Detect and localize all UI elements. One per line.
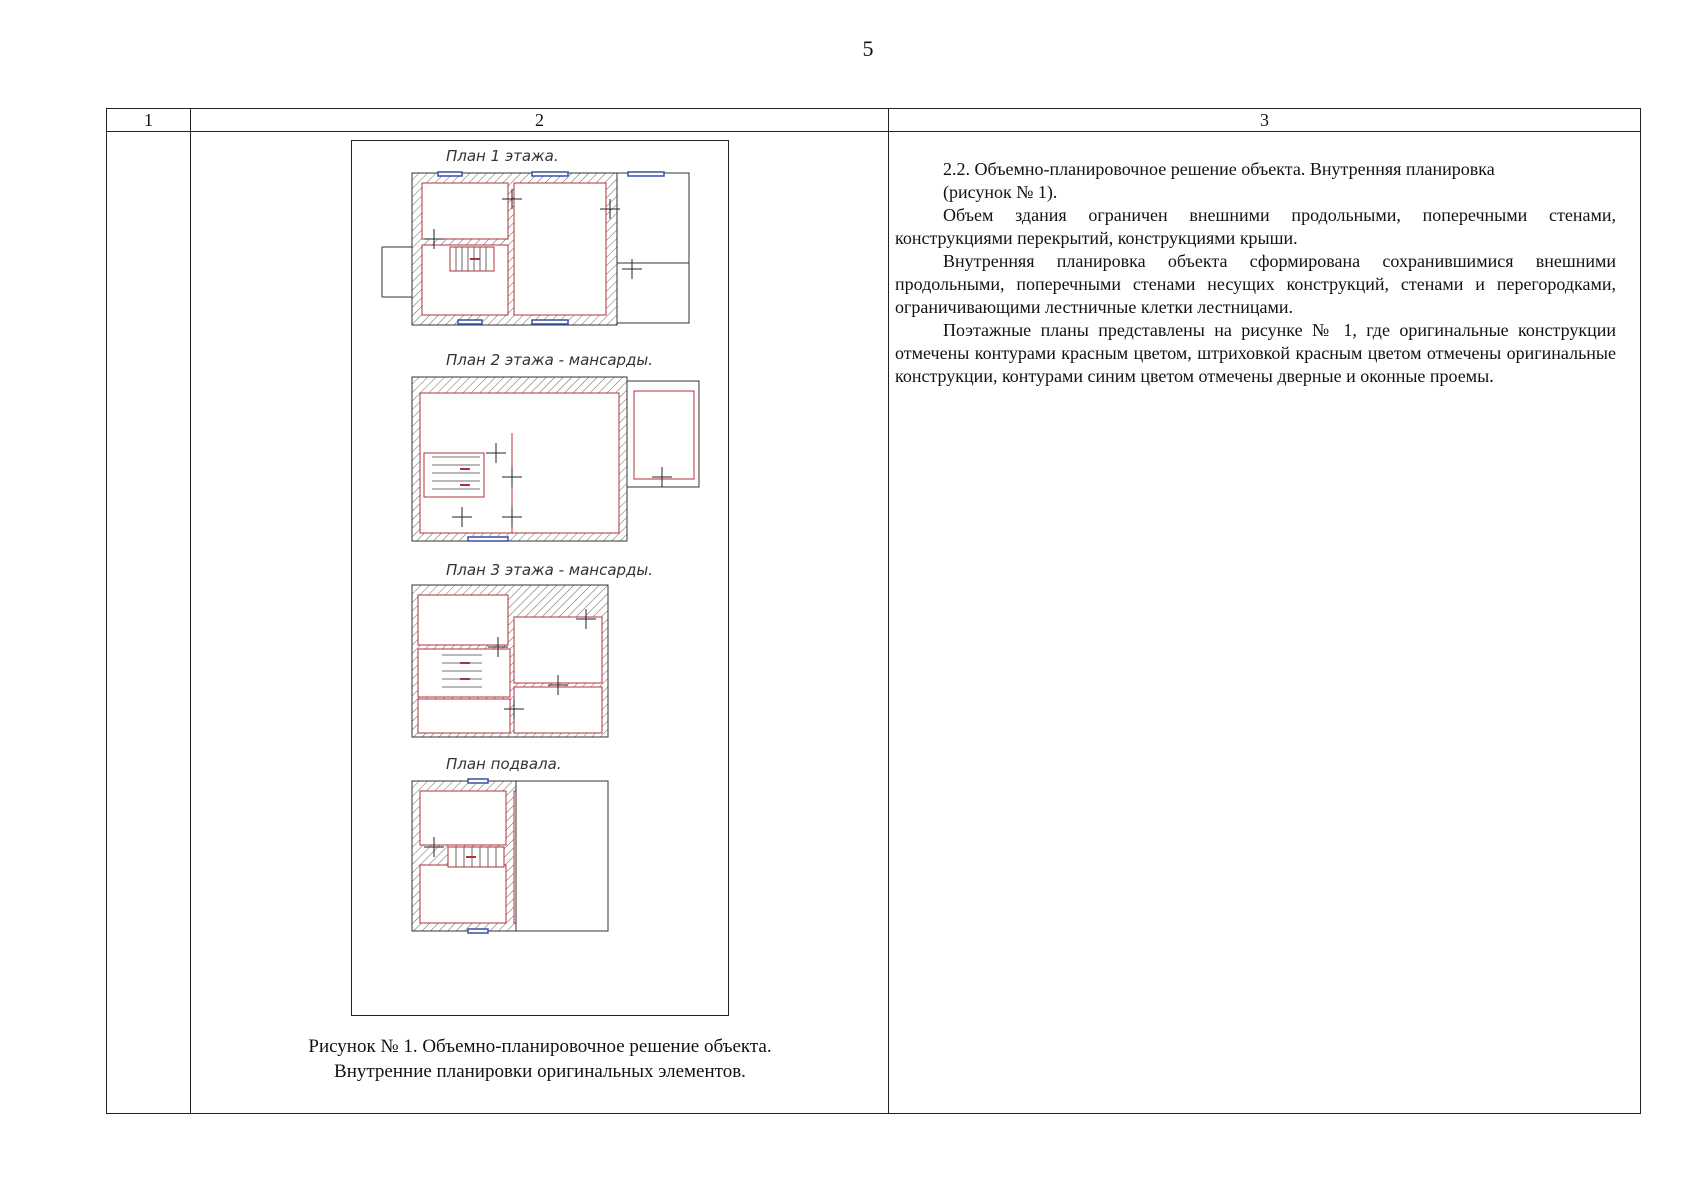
column-header-3: 3 [889, 109, 1641, 132]
figure-cell [191, 132, 889, 1114]
plan-4-room-b [420, 865, 506, 923]
column-1-cell [107, 132, 191, 1114]
plan-3-room-d [418, 699, 510, 733]
plan-1-annex-2 [617, 263, 689, 323]
plan-2-drawing [372, 373, 712, 543]
section-heading-line-1: 2.2. Объемно-планировочное решение объекта. Внутренняя планировка [943, 159, 1495, 179]
plan-1-room-b [514, 183, 606, 315]
table-content-row [107, 132, 1641, 1114]
plan-1-porch [382, 247, 412, 297]
plan-1-drawing [372, 169, 712, 329]
figure-caption [191, 1034, 889, 1084]
plan-3-drawing [372, 583, 712, 743]
plan-3-room-c [418, 649, 510, 697]
page-number: 5 [862, 36, 874, 61]
plan-2-window [468, 537, 508, 541]
column-header-2: 2 [191, 109, 889, 132]
caption-line-2: Внутренние планировки оригинальных элементов. [334, 1061, 746, 1082]
section-heading-line-2: (рисунок № 1). [943, 182, 1058, 202]
paragraph-3: Поэтажные планы представлены на рисунке № 1, где оригинальные конструкции отмечены контурами красным цветом, штриховкой красным цветом отмечены оригинальные конструкции, контурами синим цветом отмечены дверные и оконные проемы. [895, 320, 1616, 386]
paragraph-2: Внутренняя планировка объекта сформирована сохранившимися внешними продольными, поперечными стенами несущих конструкций, стенами и перегородками, ограничивающими лестничные клетки лестницами. [895, 251, 1616, 317]
document-table [106, 108, 1641, 1114]
section-heading [895, 158, 1616, 204]
plan-2-annex-inner [634, 391, 694, 479]
paragraph-1: Объем здания ограничен внешними продольными, поперечными стенами, конструкциями перекрытий, конструкциями крыши. [895, 205, 1616, 248]
plan-2-title: План 2 этажа - мансарды. [446, 351, 654, 369]
plan-4-title: План подвала. [446, 755, 562, 773]
plan-3-room-b [514, 617, 602, 683]
plan-1-room-a [422, 183, 508, 239]
caption-line-1: Рисунок № 1. Объемно-планировочное решение объекта. [308, 1036, 772, 1057]
table-header-row [107, 109, 1641, 132]
plan-1-annex [617, 173, 689, 263]
plan-2-stair [424, 453, 484, 497]
plan-1-title: План 1 этажа. [446, 147, 559, 165]
plan-4-open-area [516, 781, 608, 931]
column-header-1: 1 [107, 109, 191, 132]
figure-frame [351, 140, 729, 1016]
plan-4-drawing [372, 777, 712, 937]
text-cell [889, 132, 1641, 1114]
plan-3-title: План 3 этажа - мансарды. [446, 561, 654, 579]
plan-4-room-a [420, 791, 506, 845]
plan-3-room-a [418, 595, 508, 645]
